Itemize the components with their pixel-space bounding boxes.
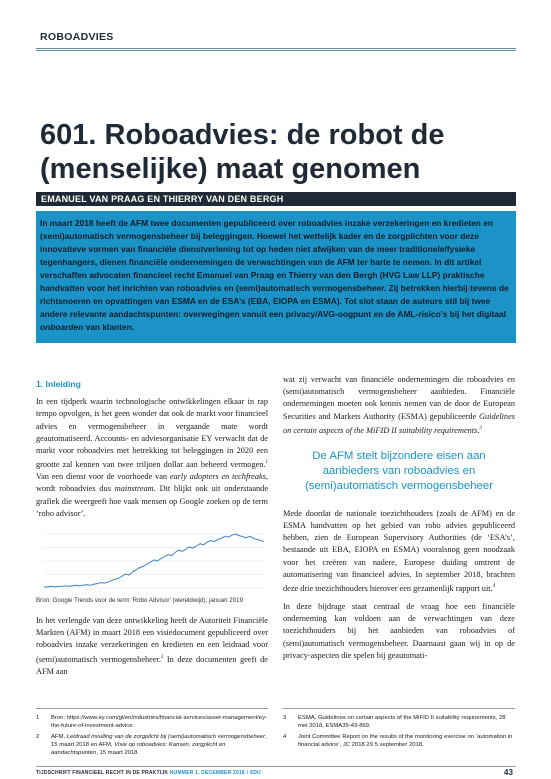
footnote-ref[interactable]: 2: [160, 654, 164, 660]
footnotes-right: [283, 708, 515, 751]
footnote-ref[interactable]: 1: [265, 460, 268, 466]
paragraph: Mede doordat de nationale toezichthouders (zoals de AFM) en de ESMA handvatten op het gebied van robo advies gepubliceerd hebben, zien de European Supervisory Authorities (de ‘ESA’s’, bestaande uit EBA, EIOPA en ESMA) vooralsnog geen noodzaak voor het creëren van nadere, Europese duiding omtrent de automatisering van financieel advies. In september 2018, brachten deze drie toezichthouders hierover een gezamenlijk rapport uit.$^4$: [283, 508, 515, 593]
paragraph: In een tijdperk waarin technologische ontwikkelingen elkaar in rap tempo opvolgen, is het geen wonder dat ook de markt voor financieel advies en vermogensbeheer in vergaande mate wordt geautomatiseerd. Accounts- en adviesorganisatie EY verwacht dat de markt voor roboadvies met betrekking tot beleggingen in 2020 een grootte zal kennen van twee triljoen dollar aan beheerd vermogen.$^1$ Van een dienst voor de voorhoede van early adopters en techfreaks, wordt roboadvies dus mainstream. Dit blijkt ook uit onderstaande grafiek die weergeeft hoe vaak mensen op Google zoeken op de term ‘robo advisor’.: [36, 397, 268, 518]
header-rule: [36, 50, 516, 51]
section-label: ROBOADVIES: [40, 31, 114, 43]
right-column: [283, 374, 515, 668]
left-column: [36, 378, 268, 684]
paragraph: In het verlengde van deze ontwikkeling heeft de Autoriteit Financiële Markten (AFM) in maart 2018 een visiedocument gepubliceerd over roboadvies inzake verzekeringen en kredieten en een leidraad voor (semi)automatisch vermogensbeheer.$^2$ In deze documenten geeft de AFM aan: [36, 616, 268, 676]
section-heading: 1. Inleiding: [36, 379, 81, 389]
trend-series-line: [44, 534, 264, 587]
abstract-body: In maart 2018 heeft de AFM twee documenten gepubliceerd over roboadvies inzake verzekeringen en kredieten en (semi)automatisch vermogensbeheer bij beleggingen. Hoewel het wettelijk kader en de zorgplichten voor deze innovatieve vormen van financiële dienstverlening tot op heden niet afwijken van de meer traditionele/fysieke tegenhangers, dienen financiële ondernemingen de verwachtingen van de AFM ter harte te nemen. In dit artikel verschaffen advocaten financieel recht Emanuel van Praag en Thierry van den Bergh (HVG Law LLP) praktische handvatten voor het inrichten van roboadvies en (semi)automatisch vermogensbeheer. Zij betrekken hierbij tevens de richtsnoeren en opvattingen van ESMA en de ESA’s (EBA, EIOPA en ESMA). Tot slot staan de auteurs stil bij twee andere relevante aandachtspunten: overwegingen vanuit een privacy/AVG-oogpunt en de AML-risico’s bij het digitaal: [40, 218, 509, 319]
article-title: 601. Roboadvies: de robot de (menselijke) maat genomen: [40, 119, 445, 185]
footnote-text: Joint Committee Report on the results of the monitoring exercise on ‘automation in financial advice’, JC 2018 29 5 september 2018.: [298, 733, 513, 748]
page-number: 43: [504, 768, 513, 777]
chart-caption: Bron: Google Trends voor de term ‘Robo Advisor’ (wereldwijd), januari 2019: [36, 597, 244, 604]
google-trends-chart: [36, 528, 268, 594]
footnote-number: 1: [36, 715, 40, 721]
abstract-text: [40, 217, 510, 334]
paragraph: In deze bijdrage staat centraal de vraag hoe een financiële onderneming kan voldoen aan de verwachtingen van deze toezichthouders bij het aanbieden van roboadvies of (semi)automatisch vermogensbeheer. Daarnaast gaan wij in op de privacy-aspecten die spelen bij geautomati-: [283, 601, 515, 660]
footer-issue: NUMMER 1, DECEMBER 2018 / SDU: [169, 770, 261, 776]
footnote-number: 4: [283, 733, 287, 740]
chart-svg: [36, 528, 268, 594]
footnote-text[interactable]: Bron: https://www.ey.com/gl/en/industries/financial-services/asset-management/ey-the-future-of-investment-advice.: [51, 715, 267, 730]
footnote-number: 2: [36, 733, 40, 740]
footnote: [36, 733, 268, 758]
footer-rule: [36, 766, 516, 767]
footer-journal: TIJDSCHRIFT FINANCIEEL RECHT IN DE PRAKTIJK NUMMER 1, DECEMBER 2018 / SDU: [36, 770, 261, 776]
abstract-end: van klanten.: [85, 322, 135, 332]
footnote: [283, 714, 515, 731]
abstract-box: [36, 211, 516, 343]
footnote-number: 3: [283, 715, 287, 721]
pull-quote: De AFM stelt bijzondere eisen aan aanbieders van roboadvies en (semi)automatisch vermogensbeheer: [304, 449, 494, 492]
footnote-ref[interactable]: 4: [492, 584, 496, 589]
footnote-text: ESMA, Guidelines on certain aspects of the MiFID II suitability requirements, 28 mei 2018, ESMA35-43-869.: [298, 715, 506, 730]
footnote-ref[interactable]: 3: [479, 425, 482, 431]
footnote: [283, 733, 515, 750]
author-bar: [36, 192, 516, 206]
footnote-text: AFM, Leidraad invulling van de zorgplicht bij (semi)automatisch vermogensbeheer, 15 maart 2018 en AFM, Visie op roboadvies: Kansen, zorgplicht en aandachtspunten, 15 maart 2018.: [51, 733, 267, 757]
footnote: [36, 714, 268, 731]
footnotes-left: [36, 708, 268, 759]
paragraph: wat zij verwacht van financiële ondernemingen die roboadvies en (semi)automatisch vermogensbeheer aanbieden. Financiële ondernemingen moeten ook kennis nemen van de door de European Securities and Markets Authority (ESMA) gepubliceerde Guidelines on certain aspects of the MiFID II suitability requirements.$^3$: [283, 375, 515, 435]
authors: EMANUEL VAN PRAAG EN THIERRY VAN DEN BERGH: [41, 194, 284, 204]
abstract-emphasis: onboarden: [40, 322, 84, 332]
